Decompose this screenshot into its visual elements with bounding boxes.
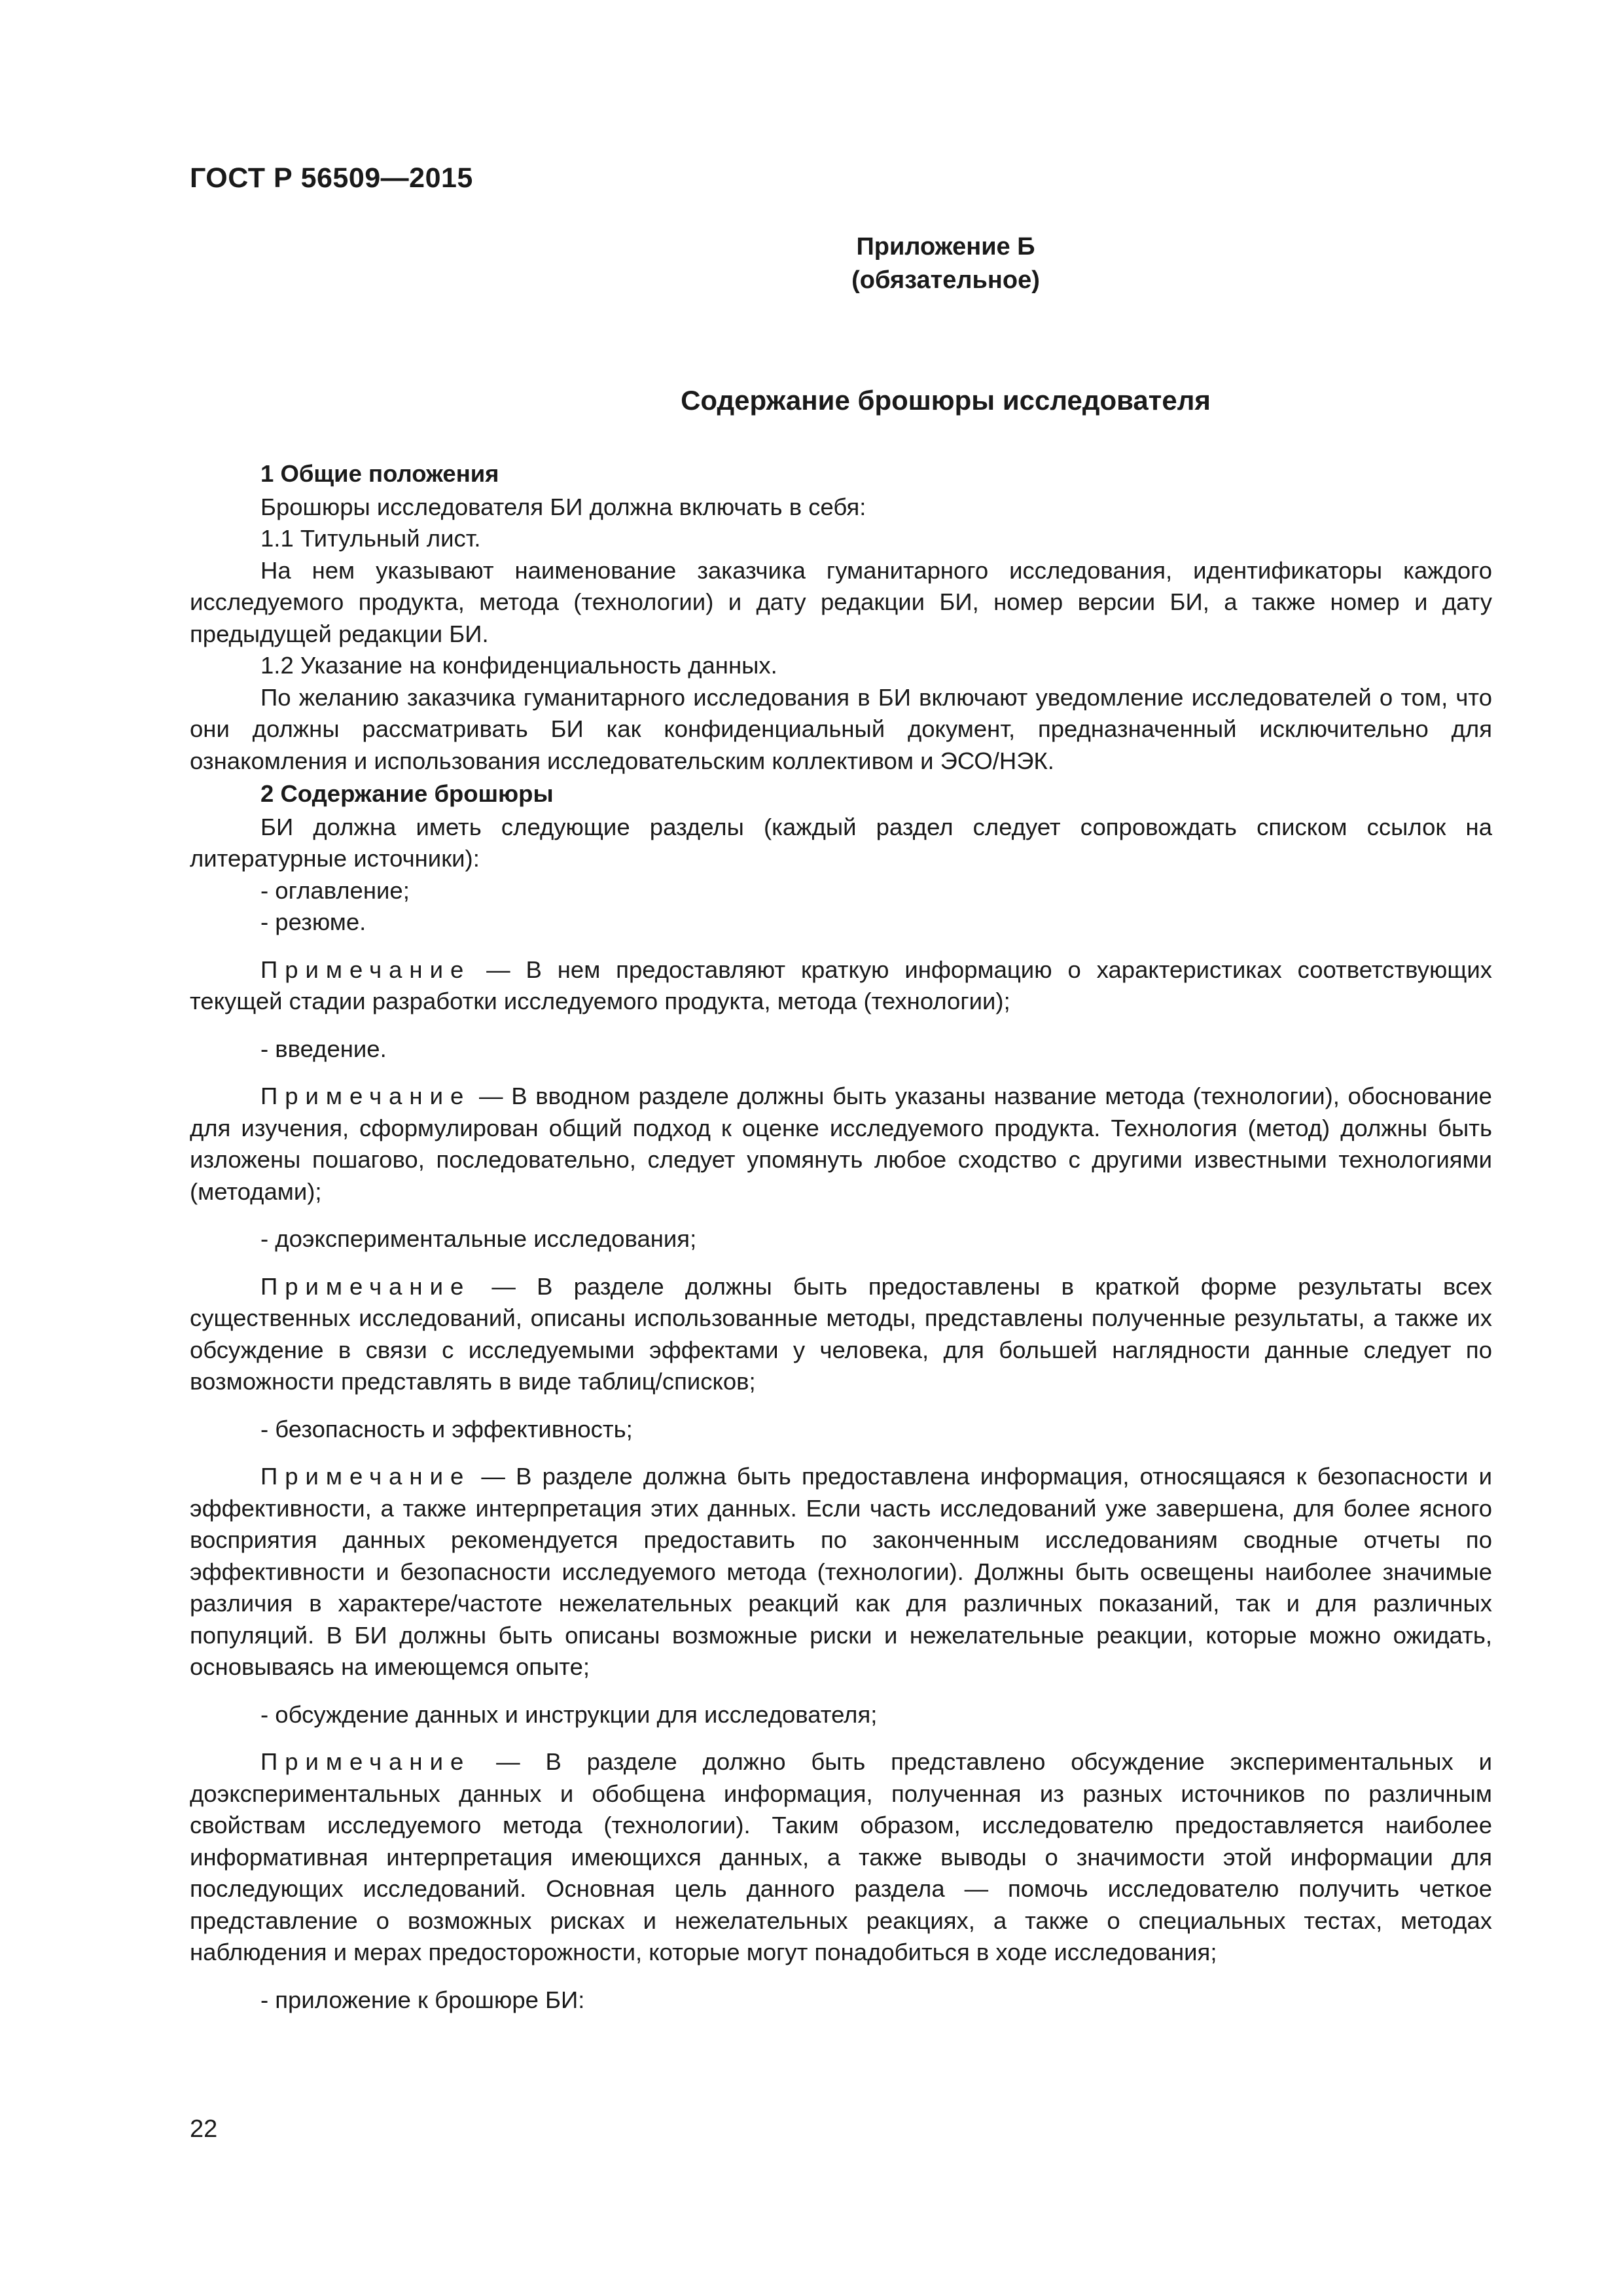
note-text: — В разделе должно быть представлено обсуждение экспериментальных и доэкспериментальных данных и обобщена информация, полученная из разных источников по различным свойствам исследуемого метода (технологии). Таким образом, исследователю предоставляется наиболее информативная интерпретация имеющихся данных, а также выводы о значимости этой информации для последующих исследований. Основная цель данного раздела — помочь исследователю получить четкое представление о возможных рисках и нежелательных реакциях, а также о специальных тестах, методах наблюдения и мерах предосторожности, которые могут понадобиться в ходе исследования; [190,1748,1492,1965]
note-label: Примечание [260,1083,471,1109]
clause-1-2-text: По желанию заказчика гуманитарного исследования в БИ включают уведомление исследователей о том, что они должны рассматривать БИ как конфиденциальный документ, предназначенный исключительно для ознакомления и использования исследовательским коллективом и ЭСО/НЭК. [190,683,1492,774]
note-label: Примечание [260,956,471,983]
note-discussion [190,1746,1492,1969]
list-item-intro: - введение. [260,1035,387,1062]
section-2-intro: БИ должна иметь следующие разделы (каждый раздел следует сопровождать списком ссылок на литературные источники): [190,813,1492,872]
note-text: — В разделе должны быть предоставлены в краткой форме результаты всех существенных исследований, описаны использованные методы, представлены полученные результаты, а также их обсуждение в связи с исследуемыми эффектами у человека, для большей наглядности данные следует по возможности представлять в виде таблиц/списков; [190,1272,1492,1395]
section-2-heading: 2 Содержание брошюры [260,780,554,807]
note-text: — В разделе должна быть предоставлена информация, относящаяся к безопасности и эффективности, а также интерпретация этих данных. Если часть исследований уже завершена, для более ясного восприятия данных рекомендуется предоставить по законченным исследованиям сводные отчеты по эффективности и безопасности исследуемого метода (технологии). Должны быть освещены наиболее значимые различия в характере/частоте нежелательных реакций как для различных показаний, так и для различных популяций. В БИ должны быть описаны возможные риски и нежелательные реакции, которые можно ожидать, основываясь на имеющемся опыте; [190,1463,1492,1680]
note-text: — В вводном разделе должны быть указаны название метода (технологии), обоснование для изучения, сформулирован общий подход к оценке исследуемого продукта. Технология (метод) должны быть изложены пошагово, последовательно, следует упомянуть любое сходство с другими известными технологиями (методами); [190,1083,1492,1205]
page-number: 22 [190,2115,218,2143]
list-item-appendix: - приложение к брошюре БИ: [260,1986,585,2013]
section-1-intro: Брошюры исследователя БИ должна включать в себя: [260,493,866,520]
section-1-heading: 1 Общие положения [260,460,499,487]
list-item-summary: - резюме. [260,908,366,935]
note-intro [190,1081,1492,1208]
clause-1-2-title: 1.2 Указание на конфиденциальность данных. [260,652,777,679]
list-item-safety: - безопасность и эффективность; [260,1415,633,1443]
list-item-toc: - оглавление; [260,876,410,904]
appendix-heading [190,230,1492,297]
document-title: Содержание брошюры исследователя [681,385,1211,416]
note-preexperimental [190,1271,1492,1398]
appendix-status: (обязательное) [851,266,1040,294]
clause-1-1-text: На нем указывают наименование заказчика гуманитарного исследования, идентификаторы каждого исследуемого продукта, метода (технологии) и дату редакции БИ, номер версии БИ, а также номер и дату предыдущей редакции БИ. [190,556,1492,647]
document-body [190,458,1492,2016]
note-summary [190,954,1492,1018]
list-item-preexperimental: - доэкспериментальные исследования; [260,1225,697,1252]
note-label: Примечание [260,1463,471,1490]
appendix-label: Приложение Б [856,233,1035,260]
document-code: ГОСТ Р 56509—2015 [190,162,473,194]
note-label: Примечание [260,1272,471,1300]
note-safety [190,1461,1492,1683]
clause-1-1-title: 1.1 Титульный лист. [260,525,481,552]
note-text: — В нем предоставляют краткую информацию о характеристиках соответствующих текущей стадии разработки исследуемого продукта, метода (технологии); [190,956,1492,1014]
list-item-discussion: - обсуждение данных и инструкции для исследователя; [260,1700,878,1728]
note-label: Примечание [260,1748,471,1775]
